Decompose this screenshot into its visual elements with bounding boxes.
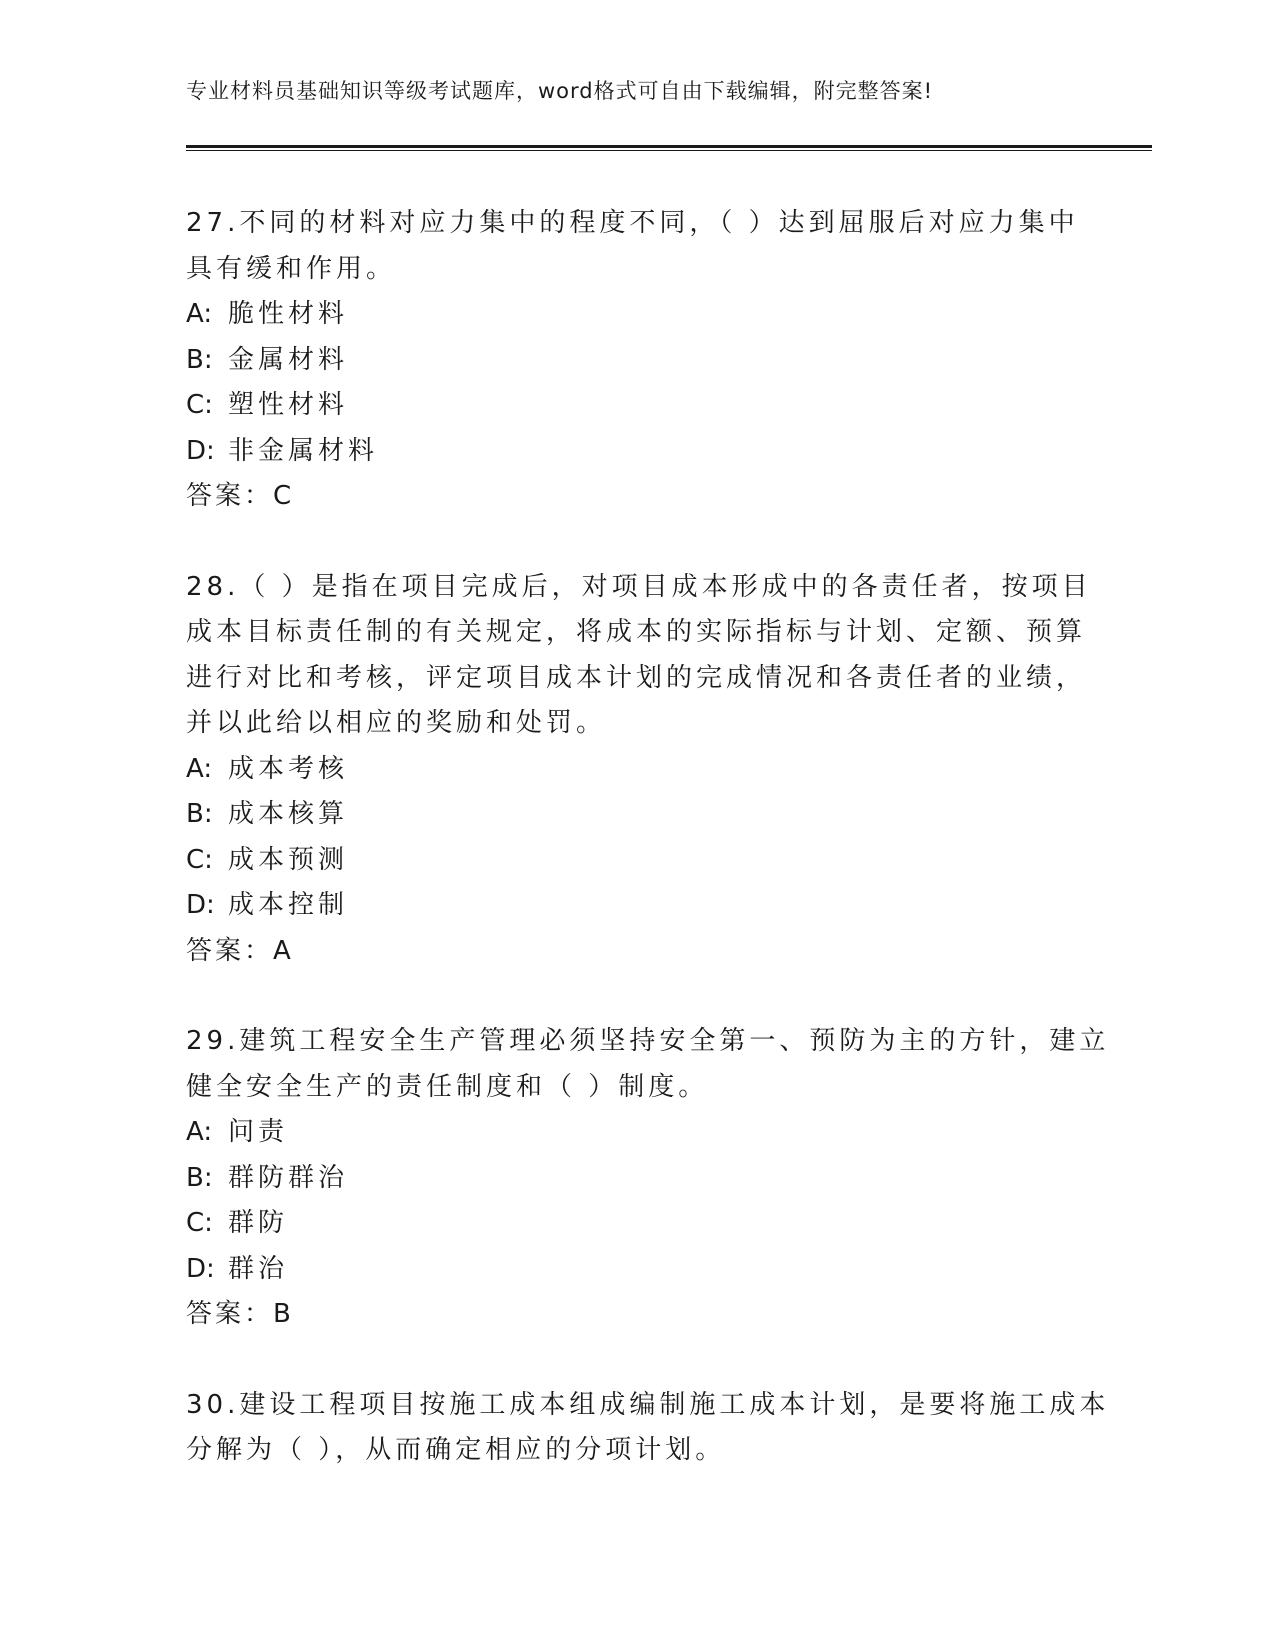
- option-b: [186, 792, 1086, 838]
- question-stem: [186, 565, 1092, 747]
- stem-line: 28.（ ）是指在项目完成后，对项目成本形成中的各责任者，按项目: [186, 571, 1092, 602]
- option-letter: A:: [186, 753, 213, 784]
- option-a: [186, 1110, 1086, 1156]
- stem-line: 27.不同的材料对应力集中的程度不同，（ ）达到屈服后对应力集中: [186, 208, 1079, 238]
- header-divider: [186, 145, 1152, 151]
- option-a: [186, 292, 1086, 338]
- stem-line: 具有缓和作用。: [186, 253, 397, 284]
- stem-line: 30.建设工程项目按施工成本组成编制施工成本计划，是要将施工成本: [186, 1389, 1110, 1420]
- option-letter: D:: [186, 1253, 215, 1284]
- option-b: [186, 1156, 1086, 1202]
- option-text: 成本核算: [228, 799, 349, 829]
- page-header-text: 专业材料员基础知识等级考试题库，word格式可自由下载编辑，附完整答案!: [186, 79, 934, 103]
- option-letter: B:: [186, 344, 213, 375]
- stem-line: 并以此给以相应的奖励和处罚。: [186, 708, 607, 738]
- option-text: 成本控制: [228, 890, 349, 920]
- answer-line: [186, 474, 1086, 520]
- option-b: [186, 338, 1086, 384]
- stem-line: 健全安全生产的责任制度和（ ）制度。: [186, 1071, 709, 1102]
- option-letter: C:: [186, 390, 213, 420]
- question-spacer: [186, 520, 1086, 565]
- question-27: [186, 201, 1086, 520]
- question-stem: [186, 1383, 1110, 1474]
- question-28: [186, 565, 1092, 975]
- option-c: [186, 838, 1086, 884]
- option-letter: C:: [186, 1208, 213, 1238]
- question-29: [186, 1019, 1110, 1338]
- stem-line: 分解为（ ），从而确定相应的分项计划。: [186, 1435, 726, 1465]
- answer-value: C: [273, 481, 293, 511]
- answer-label: 答案：: [186, 935, 274, 966]
- stem-line: 29.建筑工程安全生产管理必须坚持安全第一、预防为主的方针，建立: [186, 1026, 1110, 1056]
- option-text: 群防群治: [228, 1162, 349, 1193]
- question-spacer: [186, 1338, 1086, 1383]
- option-letter: C:: [186, 844, 213, 875]
- option-letter: D:: [186, 435, 215, 466]
- answer-label: 答案：: [186, 1299, 274, 1329]
- question-spacer: [186, 974, 1086, 1019]
- question-stem: [186, 201, 1086, 292]
- option-letter: B:: [186, 1162, 213, 1193]
- option-letter: B:: [186, 799, 213, 829]
- option-letter: D:: [186, 890, 215, 920]
- option-text: 群治: [228, 1253, 289, 1284]
- answer-label: 答案：: [186, 481, 274, 511]
- option-c: [186, 1201, 1086, 1247]
- answer-line: [186, 929, 1086, 975]
- option-text: 问责: [228, 1117, 289, 1147]
- answer-line: [186, 1292, 1086, 1338]
- option-text: 成本预测: [228, 844, 349, 875]
- question-stem: [186, 1019, 1110, 1110]
- answer-value: A: [273, 935, 292, 966]
- stem-line: 成本目标责任制的有关规定，将成本的实际指标与计划、定额、预算: [186, 617, 1087, 647]
- option-text: 成本考核: [228, 753, 349, 784]
- option-d: [186, 883, 1086, 929]
- option-text: 非金属材料: [228, 435, 379, 466]
- option-text: 群防: [228, 1208, 289, 1238]
- question-list: [186, 201, 1110, 1474]
- option-c: [186, 383, 1086, 429]
- option-letter: A:: [186, 1117, 213, 1147]
- option-text: 脆性材料: [228, 299, 349, 329]
- option-text: 塑性材料: [228, 390, 349, 420]
- answer-value: B: [273, 1299, 292, 1329]
- option-text: 金属材料: [228, 344, 349, 375]
- option-d: [186, 1247, 1086, 1293]
- option-letter: A:: [186, 299, 213, 329]
- option-d: [186, 429, 1086, 475]
- stem-line: 进行对比和考核，评定项目成本计划的完成情况和各责任者的业绩，: [186, 662, 1087, 693]
- question-30: [186, 1383, 1110, 1474]
- option-a: [186, 747, 1086, 793]
